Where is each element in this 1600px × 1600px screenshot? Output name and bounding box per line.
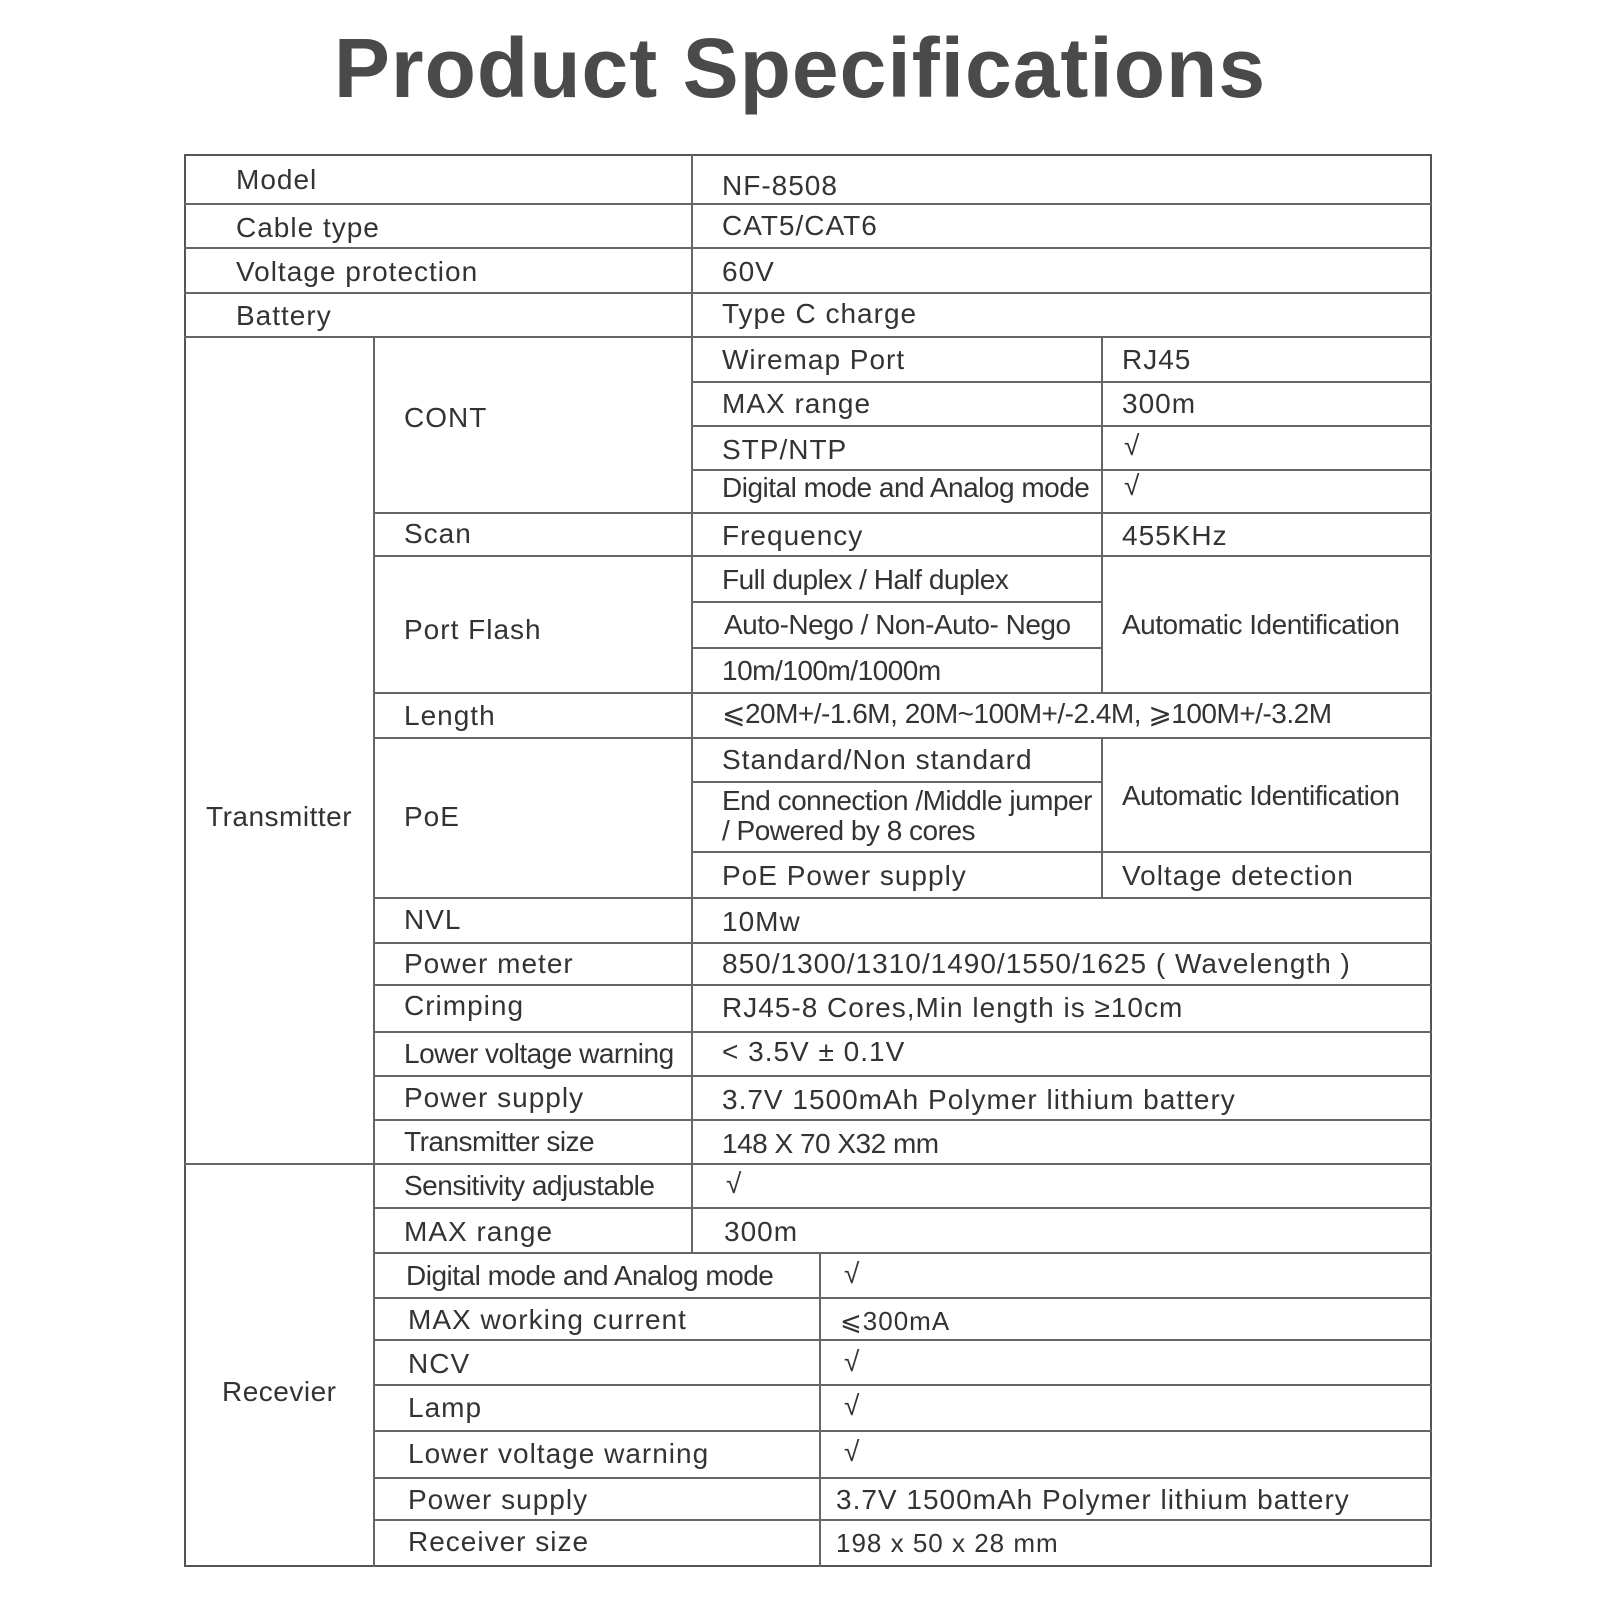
cont-digital-analog-check-icon: √: [1124, 470, 1141, 501]
rx-lower-voltage-check-icon: √: [844, 1436, 861, 1467]
frequency-value: 455KHz: [1122, 520, 1228, 551]
cable-type-label: Cable type: [236, 212, 380, 243]
receiver-size-label: Receiver size: [408, 1526, 590, 1557]
auto-nego-label: Auto-Nego / Non-Auto- Nego: [724, 609, 1071, 640]
receiver-size-value: 198 x 50 x 28 mm: [836, 1528, 1059, 1558]
cont-max-range-value: 300m: [1122, 388, 1197, 419]
cable-type-value: CAT5/CAT6: [722, 210, 878, 241]
cont-max-range-label: MAX range: [722, 388, 872, 419]
lamp-label: Lamp: [408, 1392, 483, 1423]
nvl-value: 10Mw: [722, 906, 801, 937]
poe-label: PoE: [404, 801, 460, 832]
ncv-label: NCV: [408, 1348, 471, 1379]
transmitter-group-label: Transmitter: [206, 801, 353, 832]
stp-ntp-label: STP/NTP: [722, 434, 848, 465]
poe-power-supply-label: PoE Power supply: [722, 860, 967, 891]
voltage-protection-value: 60V: [722, 256, 775, 287]
power-meter-value: 850/1300/1310/1490/1550/1625 ( Wavelength ): [722, 948, 1351, 979]
length-label: Length: [404, 700, 496, 731]
cont-digital-analog-label: Digital mode and Analog mode: [722, 472, 1090, 503]
port-flash-value: Automatic Identification: [1122, 609, 1400, 640]
poe-standard-label: Standard/Non standard: [722, 744, 1033, 775]
frequency-label: Frequency: [722, 520, 864, 551]
tx-power-supply-label: Power supply: [404, 1082, 585, 1113]
scan-label: Scan: [404, 518, 472, 549]
stp-ntp-check-icon: √: [1124, 430, 1141, 461]
rx-max-range-value: 300m: [724, 1216, 799, 1247]
receiver-group-label: Recevier: [222, 1376, 337, 1407]
battery-value: Type C charge: [722, 298, 918, 329]
power-meter-label: Power meter: [404, 948, 574, 979]
sensitivity-check-icon: √: [726, 1168, 743, 1199]
tx-lower-voltage-value: < 3.5V ± 0.1V: [722, 1036, 906, 1067]
crimping-label: Crimping: [404, 990, 525, 1021]
rx-power-supply-value: 3.7V 1500mAh Polymer lithium battery: [836, 1484, 1350, 1515]
rx-max-range-label: MAX range: [404, 1216, 554, 1247]
page-title: Product Specifications: [333, 21, 1267, 115]
wiremap-port-value: RJ45: [1122, 344, 1192, 375]
speed-label: 10m/100m/1000m: [722, 655, 941, 686]
crimping-value: RJ45-8 Cores,Min length is ≥10cm: [722, 992, 1184, 1023]
poe-connection-label: End connection /Middle jumper / Powered by 8 cores: [722, 785, 1092, 846]
cont-label: CONT: [404, 402, 488, 433]
port-flash-label: Port Flash: [404, 614, 542, 645]
battery-label: Battery: [236, 300, 332, 331]
poe-power-supply-value: Voltage detection: [1122, 860, 1354, 891]
duplex-label: Full duplex / Half duplex: [722, 564, 1009, 595]
length-value: ⩽20M+/-1.6M, 20M~100M+/-2.4M, ⩾100M+/-3.2M: [722, 698, 1332, 729]
tx-lower-voltage-label: Lower voltage warning: [404, 1038, 674, 1069]
voltage-protection-label: Voltage protection: [236, 256, 479, 287]
model-label: Model: [236, 164, 318, 195]
rx-digital-analog-check-icon: √: [844, 1258, 861, 1289]
working-current-value: ⩽300mA: [840, 1306, 951, 1336]
ncv-check-icon: √: [844, 1346, 861, 1377]
rx-lower-voltage-label: Lower voltage warning: [408, 1438, 710, 1469]
sensitivity-label: Sensitivity adjustable: [404, 1170, 655, 1201]
transmitter-size-label: Transmitter size: [404, 1126, 595, 1157]
transmitter-size-value: 148 X 70 X32 mm: [722, 1128, 939, 1159]
lamp-check-icon: √: [844, 1390, 861, 1421]
tx-power-supply-value: 3.7V 1500mAh Polymer lithium battery: [722, 1084, 1236, 1115]
poe-identification-value: Automatic Identification: [1122, 780, 1400, 811]
model-value: NF-8508: [722, 170, 838, 201]
nvl-label: NVL: [404, 904, 462, 935]
rx-power-supply-label: Power supply: [408, 1484, 589, 1515]
wiremap-port-label: Wiremap Port: [722, 344, 906, 375]
rx-digital-analog-label: Digital mode and Analog mode: [406, 1260, 774, 1291]
working-current-label: MAX working current: [408, 1304, 687, 1335]
